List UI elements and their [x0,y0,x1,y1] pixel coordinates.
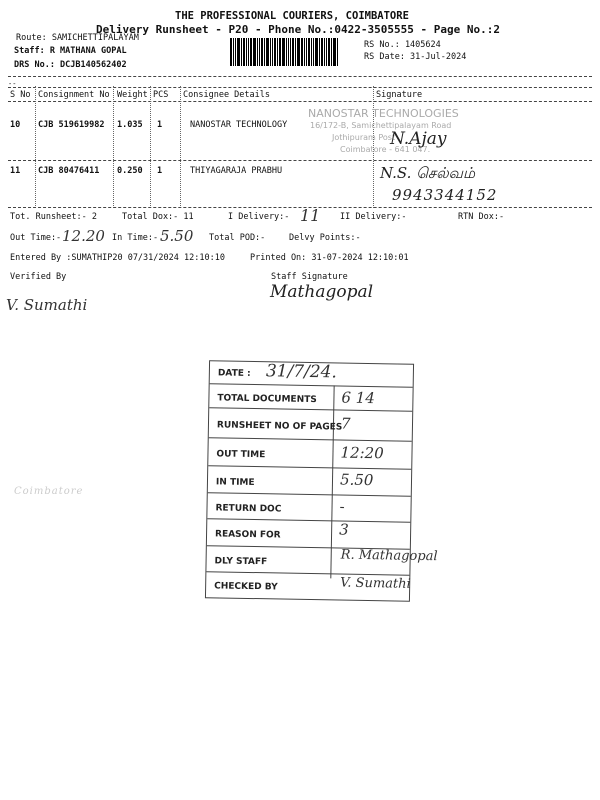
stamp-rule [207,518,410,523]
rs-date: RS Date: 31-Jul-2024 [364,52,467,62]
i-delivery-value: 11 [300,206,321,225]
row-sno: 11 [10,166,21,176]
barcode-bar [313,38,314,66]
divider [8,160,592,161]
row-consignment: CJB 519619982 [38,120,105,130]
barcode-bar [297,38,300,66]
barcode-bar [292,38,294,66]
stamp-rule [208,465,411,470]
row-pcs: 1 [157,120,163,130]
stamp-divider [330,385,334,578]
barcode-bar [246,38,247,66]
barcode-bar [230,38,232,66]
dot-mark: -- [8,80,17,88]
stamp-total-documents-value: 6 14 [341,388,376,408]
col-header-weight: Weight [117,90,148,100]
stamp-date-label: DATE : [217,368,251,379]
stamp-rule [208,492,411,497]
row-weight: 1.035 [117,120,143,130]
stamp-reason-value: 3 [339,520,349,539]
company-stamp-address: Coimbatore - 641 047. [340,145,431,154]
stamp-dly-staff-label: DLY STAFF [214,556,268,568]
barcode-bar [257,38,258,66]
runsheet-title: Delivery Runsheet - P20 - Phone No.:0422-3505555 - Page No.:2 [96,23,500,36]
barcode-bar [315,38,318,66]
barcode-bar [331,38,332,66]
divider [8,76,592,77]
rs-number: RS No.: 1405624 [364,40,441,50]
stamp-return-doc-value: - [339,497,345,516]
barcode-bar [306,38,307,66]
stamp-pages-value: 7 [340,414,351,433]
barcode-bar [337,38,338,66]
row-consignee: NANOSTAR TECHNOLOGY [190,120,288,130]
route-label: Route: SAMICHETTIPALAYAM [16,33,139,43]
rtn-dox: RTN Dox:- [458,212,505,222]
printed-on: Printed On: 31-07-2024 12:10:01 [250,253,409,263]
barcode-bar [253,38,256,66]
stamp-dly-staff-value: R. Mathagopal [340,547,438,565]
stamp-checked-by-label: CHECKED BY [214,581,278,593]
stamp-pages-label: RUNSHEET NO OF PAGES [216,420,343,433]
in-time-value: 5.50 [160,227,194,245]
barcode-bar [279,38,281,66]
barcode-bar [282,38,285,66]
stamp-reason-label: REASON FOR [214,529,281,541]
stamp-rule [209,437,412,442]
col-header-consignment: Consignment No [38,90,110,100]
barcode-bar [319,38,320,66]
barcode-bar [286,38,287,66]
barcode-bar [259,38,260,66]
barcode-bar [274,38,276,66]
verified-by-label: Verified By [10,272,67,282]
ii-delivery: II Delivery:- [340,212,407,222]
stamp-rule [209,407,412,412]
barcode-bar [326,38,327,66]
row-pcs: 1 [157,166,163,176]
total-runsheet: Tot. Runsheet:- 2 [10,212,97,222]
row-consignee: THIYAGARAJA PRABHU [190,166,283,176]
company-stamp-address: 16/172-B, Samichettipalayam Road [310,121,452,130]
barcode-bar [243,38,245,66]
barcode-bar [295,38,296,66]
stamp-date-value: 31/7/24. [265,361,338,383]
barcode-bar [270,38,271,66]
entered-by: Entered By :SUMATHIP20 07/31/2024 12:10:10 [10,253,225,263]
divider [8,101,592,102]
barcode-bar [248,38,249,66]
company-stamp-address: Jothipuram Post [332,133,396,142]
col-header-sno: S No [10,90,31,100]
stamp-rule [206,571,409,576]
receipt-stamp [205,360,438,602]
stamp-return-doc-label: RETURN DOC [215,503,282,515]
barcode-bar [304,38,305,66]
column-rule [113,86,114,208]
barcode-bar [328,38,330,66]
barcode-bar [333,38,336,66]
barcode-bar [324,38,325,66]
barcode-bar [264,38,265,66]
barcode-bar [237,38,240,66]
row-sno: 10 [10,120,21,130]
column-rule [180,86,181,208]
barcode-bar [266,38,269,66]
col-header-signature: Signature [376,90,423,100]
staff-label: Staff: R MATHANA GOPAL [14,46,127,56]
stamp-out-time-label: OUT TIME [216,449,266,461]
i-delivery: I Delivery:- [228,212,290,222]
col-header-consignee: Consignee Details [183,90,270,100]
column-rule [35,86,36,208]
stamp-out-time-value: 12:20 [340,443,384,463]
barcode-bar [272,38,273,66]
stamp-rule [210,383,413,388]
barcode [230,38,358,66]
barcode-bar [288,38,289,66]
divider [8,87,592,88]
barcode-bar [277,38,278,66]
stamp-total-documents-label: TOTAL DOCUMENTS [217,393,317,406]
barcode-bar [290,38,291,66]
staff-signature: Mathagopal [270,282,374,302]
consignee-signature: N.Ajay [390,129,447,149]
barcode-bar [261,38,263,66]
total-dox: Total Dox:- 11 [122,212,194,222]
row-weight: 0.250 [117,166,143,176]
row-consignment: CJB 80476411 [38,166,100,176]
verified-signature: V. Sumathi [6,296,88,314]
total-pod: Total POD:- [209,233,266,243]
column-rule [150,86,151,208]
barcode-bar [308,38,310,66]
barcode-bar [233,38,234,66]
barcode-bar [250,38,252,66]
barcode-bar [235,38,236,66]
delvy-points: Delvy Points:- [289,233,361,243]
barcode-bar [241,38,242,66]
stamp-in-time-value: 5.50 [339,470,374,490]
out-time-value: 12.20 [62,227,105,245]
company-stamp-name: NANOSTAR TECHNOLOGIES [308,107,459,120]
stamp-checked-by-value: V. Sumathi [340,575,411,592]
company-title: THE PROFESSIONAL COURIERS, COIMBATORE [175,10,409,22]
drs-number: DRS No.: DCJB140562402 [14,60,127,70]
col-header-pcs: PCS [153,90,169,100]
stamp-in-time-label: IN TIME [215,477,255,489]
staff-signature-label: Staff Signature [271,272,348,282]
out-time: Out Time:- [10,233,62,243]
barcode-bar [311,38,312,66]
barcode-bar [321,38,323,66]
consignee-signature: N.S. செல்வம் [380,164,476,182]
faded-note: Coimbatore [14,486,84,497]
consignee-phone: 9943344152 [392,186,498,204]
in-time: In Time:- [112,233,159,243]
barcode-bar [301,38,303,66]
